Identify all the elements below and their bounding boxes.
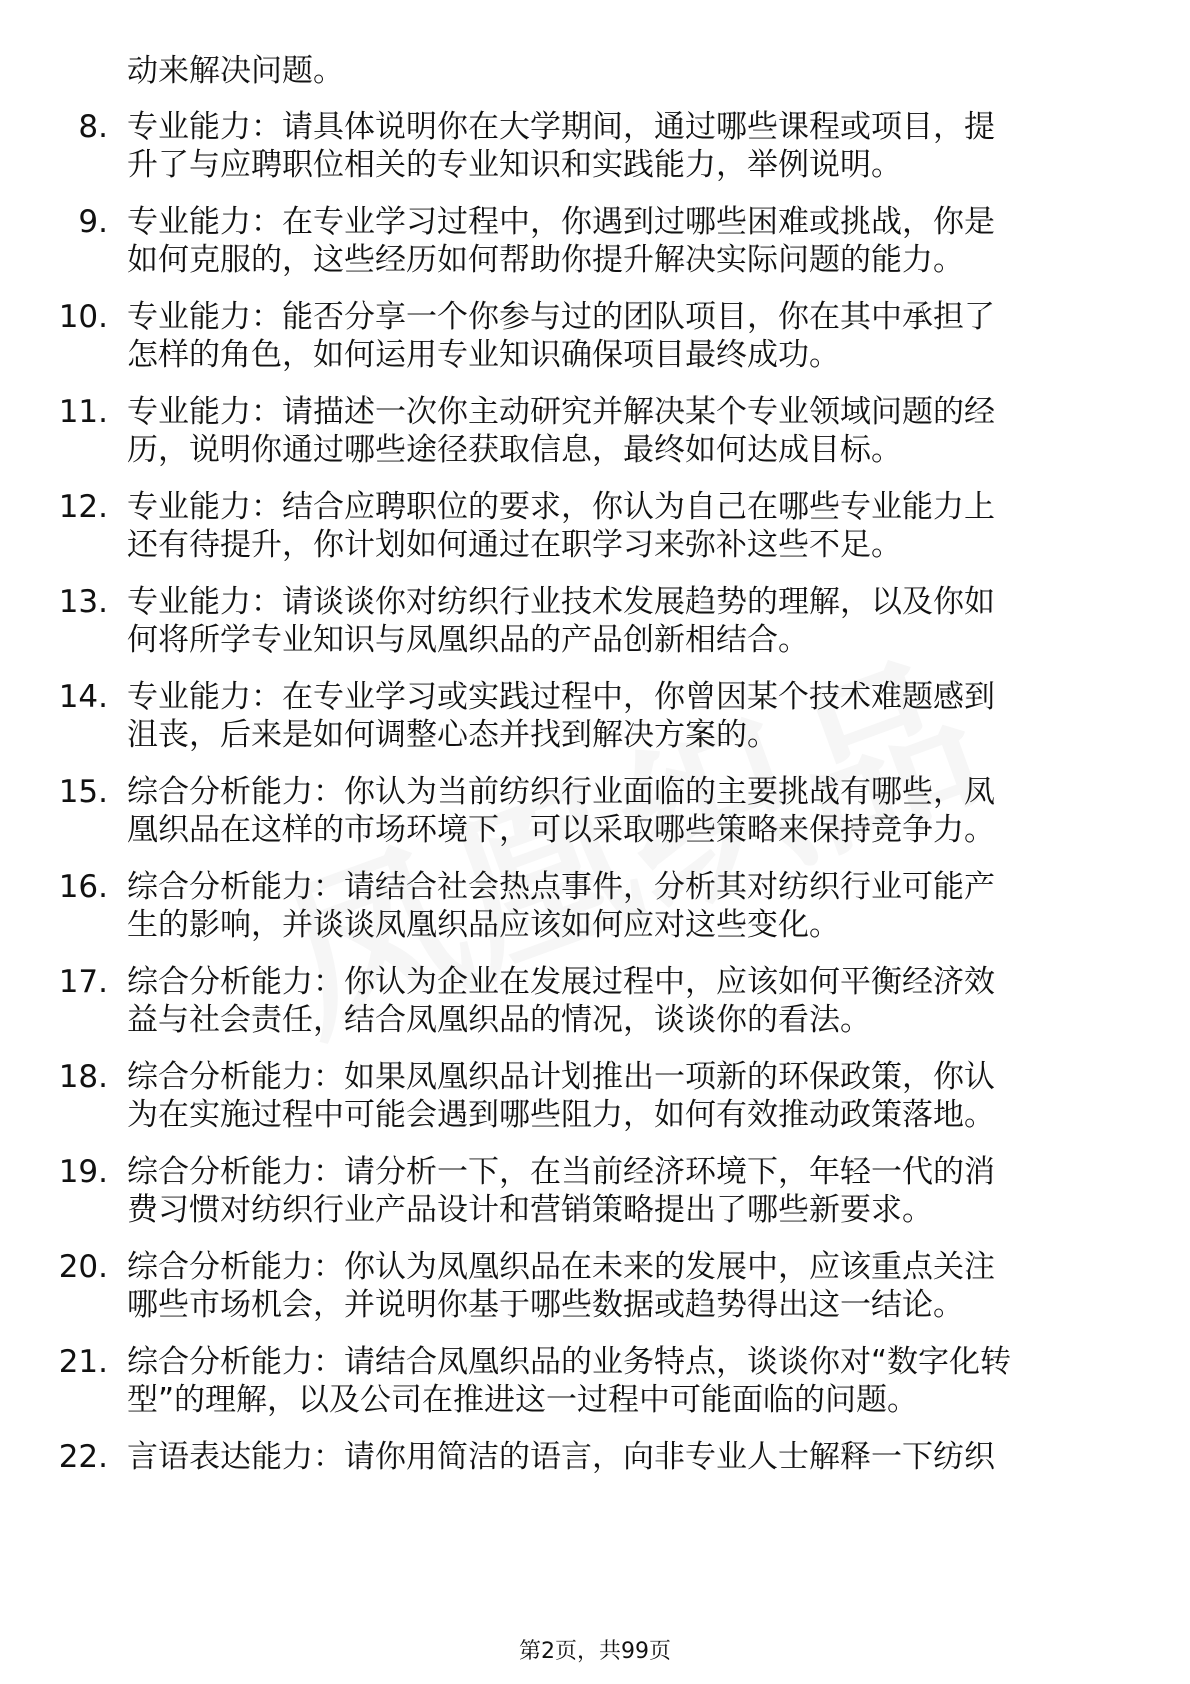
item-text-line: 综合分析能力：请分析一下，在当前经济环境下，年轻一代的消: [127, 1154, 995, 1190]
item-text-line: 升了与应聘职位相关的专业知识和实践能力，举例说明。: [127, 147, 902, 183]
item-number: 15.: [58, 774, 108, 810]
item-number: 21.: [58, 1344, 108, 1380]
item-text-line: 专业能力：请具体说明你在大学期间，通过哪些课程或项目，提: [127, 109, 995, 145]
item-text-line: 怎样的角色，如何运用专业知识确保项目最终成功。: [127, 337, 840, 373]
item-text: [127, 108, 1117, 184]
item-text-line: 综合分析能力：你认为企业在发展过程中，应该如何平衡经济效: [127, 964, 995, 1000]
item-text-line: 综合分析能力：请结合社会热点事件，分析其对纺织行业可能产: [127, 869, 995, 905]
item-text-line: 专业能力：结合应聘职位的要求，你认为自己在哪些专业能力上: [127, 489, 995, 525]
item-text-line: 综合分析能力：如果凤凰织品计划推出一项新的环保政策，你认: [127, 1059, 995, 1095]
item-text-line: 型”的理解，以及公司在推进这一过程中可能面临的问题。: [127, 1382, 919, 1418]
item-text: [127, 1153, 1117, 1229]
item-text: [127, 298, 1117, 374]
item-number: 8.: [78, 109, 108, 145]
item-number: 14.: [58, 679, 108, 715]
item-text: [127, 678, 1117, 754]
item-text-line: 凰织品在这样的市场环境下，可以采取哪些策略来保持竞争力。: [127, 812, 995, 848]
item-text-line: 综合分析能力：你认为凤凰织品在未来的发展中，应该重点关注: [127, 1249, 995, 1285]
item-number: 19.: [58, 1154, 108, 1190]
item-text: [127, 488, 1117, 564]
item-number: 17.: [58, 964, 108, 1000]
item-text-line: 生的影响，并谈谈凤凰织品应该如何应对这些变化。: [127, 907, 840, 943]
item-text-line: 言语表达能力：请你用简洁的语言，向非专业人士解释一下纺织: [127, 1439, 995, 1475]
item-number: 11.: [58, 394, 108, 430]
continuation-text: 动来解决问题。: [127, 53, 344, 89]
item-text: [127, 963, 1117, 1039]
item-text: [127, 1438, 1117, 1476]
item-text: [127, 583, 1117, 659]
item-text: [127, 1248, 1117, 1324]
item-text: [127, 203, 1117, 279]
item-number: 9.: [78, 204, 108, 240]
item-text-line: 益与社会责任，结合凤凰织品的情况，谈谈你的看法。: [127, 1002, 871, 1038]
item-text-line: 专业能力：能否分享一个你参与过的团队项目，你在其中承担了: [127, 299, 995, 335]
item-text-line: 专业能力：在专业学习过程中，你遇到过哪些困难或挑战，你是: [127, 204, 995, 240]
item-text: [127, 868, 1117, 944]
item-number: 18.: [58, 1059, 108, 1095]
item-text-line: 专业能力：在专业学习或实践过程中，你曾因某个技术难题感到: [127, 679, 995, 715]
item-number: 16.: [58, 869, 108, 905]
item-text-line: 沮丧，后来是如何调整心态并找到解决方案的。: [127, 717, 778, 753]
item-text: [127, 1343, 1117, 1419]
item-number: 13.: [58, 584, 108, 620]
item-text-line: 专业能力：请描述一次你主动研究并解决某个专业领域问题的经: [127, 394, 995, 430]
item-number: 10.: [58, 299, 108, 335]
item-number: 12.: [58, 489, 108, 525]
item-number: 20.: [58, 1249, 108, 1285]
item-text-line: 综合分析能力：你认为当前纺织行业面临的主要挑战有哪些，凤: [127, 774, 995, 810]
page-footer: 第2页，共99页: [519, 1639, 671, 1664]
item-text-line: 还有待提升，你计划如何通过在职学习来弥补这些不足。: [127, 527, 902, 563]
item-number: 22.: [58, 1439, 108, 1475]
item-text-line: 为在实施过程中可能会遇到哪些阻力，如何有效推动政策落地。: [127, 1097, 995, 1133]
item-text-line: 专业能力：请谈谈你对纺织行业技术发展趋势的理解，以及你如: [127, 584, 995, 620]
item-text-line: 如何克服的，这些经历如何帮助你提升解决实际问题的能力。: [127, 242, 964, 278]
item-text-line: 哪些市场机会，并说明你基于哪些数据或趋势得出这一结论。: [127, 1287, 964, 1323]
item-text-line: 综合分析能力：请结合凤凰织品的业务特点，谈谈你对“数字化转: [127, 1344, 1012, 1380]
item-text-line: 历，说明你通过哪些途径获取信息，最终如何达成目标。: [127, 432, 902, 468]
item-text: [127, 393, 1117, 469]
item-text: [127, 773, 1117, 849]
item-text-line: 费习惯对纺织行业产品设计和营销策略提出了哪些新要求。: [127, 1192, 933, 1228]
item-text-line: 何将所学专业知识与凤凰织品的产品创新相结合。: [127, 622, 809, 658]
item-text: [127, 1058, 1117, 1134]
